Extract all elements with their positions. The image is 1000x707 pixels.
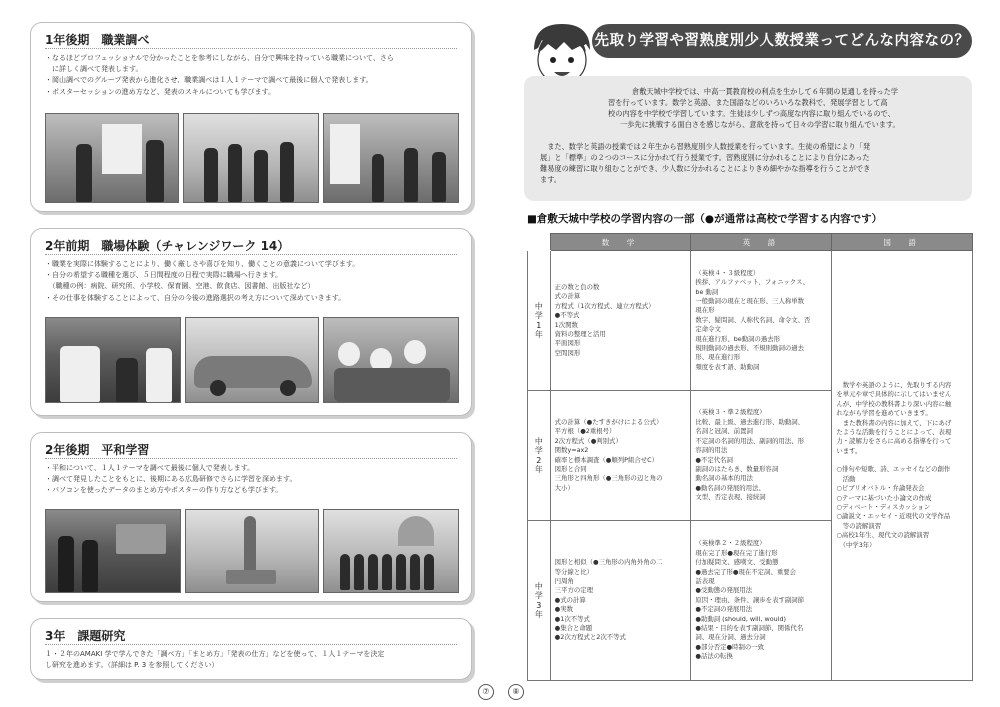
bullet-line: ・岡山調べでのグループ発表から進化させ、職業調べは１人１テーマで調べて最後に個人で発表します。 xyxy=(45,76,373,85)
section-divider xyxy=(45,48,457,49)
intro-line: 難易度の練習に取り組むことができ、少人数に分かれることによりきめ細やかな指導を行うことができ xyxy=(540,164,871,173)
math-cell: 図形と相似（●三角形の内角外角の二 等分線と比） 円周角 三平方の定理 ●式の計算 ●実数 ●1次不等式 ●集合と命題 ●2次方程式と2次不等式 xyxy=(550,521,691,681)
bullet-line: ・ポスターセッションの進め方など、発表のスキルについても学びます。 xyxy=(45,87,275,96)
section-card-peace-study xyxy=(30,432,472,602)
section-title: 3年 課題研究 xyxy=(45,629,126,643)
section-bullets xyxy=(45,463,461,497)
section-card-research-project xyxy=(30,618,472,680)
section-divider xyxy=(45,458,457,459)
photo-workplace-car xyxy=(185,317,319,403)
intro-text-top xyxy=(608,86,964,130)
english-cell: （英検３・準２級程度） 比較、最上級、過去進行形、助動詞、 名詞と冠詞、前置詞 不定詞の名詞的用法、副詞的用法、形 容詞的用法 ●不定代名詞 副詞のはたらき、数量形容詞 動名詞の基本的用法 ●動名詞の発展的用法、 文型、否定表現、接続詞 xyxy=(691,391,832,521)
bullet-line: に詳しく調べて発表します。 xyxy=(45,65,143,74)
intro-line: 展」と「標準」の２つのコースに分かれて行う授業です。習熟度別に分かれることにより自分にあった xyxy=(540,153,870,162)
page-number-right: ⑧ xyxy=(508,684,524,700)
section-bullets xyxy=(45,53,461,98)
bullet-line: ・その仕事を体験することによって、自分の今後の進路選択の考え方について深めていきます。 xyxy=(45,293,346,302)
japanese-cell: 数学や英語のように、先取りする内容 を単元や章で具体的に示してはいません んが、中学校の教科書より深い内容に触 れながら学習を進めていきます。 また教科書の内容に加えて、下にあげ たような活動を行うことによって、表現 力・読解力をさらに高める指導を行って います。 ○俳句や短歌、詩、エッセイなどの創作 活動 ○ビブリオバトル・弁論発表会 ○テーマに基づいた小論文の作成 ○ディベート・ディスカッション ○論説文・エッセイ・近現代の文学作品 等の読解演習 ○高校1年生、現代文の読解演習 （中学3年） xyxy=(832,251,973,681)
intro-line: また、数学と英語の授業では２年生から習熟度別少人数授業を行っています。生徒の希望により「発 xyxy=(540,142,871,151)
bullet-line: １・２年のAMAKI 学で学んできた「調べ方」「まとめ方」「発表の仕方」などを使って、１人１テーマを決定 xyxy=(45,650,385,658)
math-cell: 正の数と負の数 式の計算 方程式（1次方程式、連立方程式） ●不等式 1次関数 資料の整理と活用 平面図形 空間図形 xyxy=(550,251,691,391)
table-header-row xyxy=(528,234,973,251)
english-cell: （英検準２・２級程度） 現在完了形●現在完了進行形 付加疑問文、感嘆文、受動態 ●過去完了形●現在不定詞、重要会 話表現 ●受動態の発展用法 原因・理由、条件、譲歩を表す副詞節 ●不定詞の発展用法 ●助動詞 (should, will, would) ●結果・目的を表す副詞節、関係代名 詞、現在分詞、過去分詞 ●部分否定●時制の一致 ●話法の転換 xyxy=(691,521,832,681)
grade-cell: 中 学 2 年 xyxy=(528,391,551,521)
section-card-workplace-experience xyxy=(30,228,472,416)
bullet-line: ・なるほどプロフェッショナルで分かったことを参考にしながら、自分で興味を持っている職業について、さら xyxy=(45,54,394,62)
bullet-line: （職種の例：病院、研究所、小学校、保育園、空港、飲食店、図書館、出版社など） xyxy=(45,282,315,291)
section-bullets xyxy=(45,649,461,671)
intro-line: 校の内容を中学校で学習しています。生徒は少しずつ高度な内容に取り組んでいるので、 xyxy=(608,109,895,118)
photo-peace-dome-group xyxy=(323,509,459,593)
header-japanese: 国 語 xyxy=(832,234,973,251)
question-banner: 先取り学習や習熟度別少人数授業ってどんな内容なの？ xyxy=(592,24,972,58)
section-title: 2年前期 職場体験（チャレンジワーク 14） xyxy=(45,239,290,253)
page-number-left: ⑦ xyxy=(478,684,494,700)
grade-cell: 中 学 1 年 xyxy=(528,251,551,391)
grade-cell: 中 学 3 年 xyxy=(528,521,551,681)
bullet-line: ・調べて発見したことをもとに、後期にある広島研修でさらに学習を深めます。 xyxy=(45,475,297,484)
photo-poster-session-3 xyxy=(323,113,459,203)
section-divider xyxy=(45,254,457,255)
bullet-line: ・自分の希望する職種を選び、５日間程度の日程で実際に職場へ行きます。 xyxy=(45,271,283,280)
header-math: 数 学 xyxy=(550,234,691,251)
photo-workplace-hospital xyxy=(45,317,181,403)
intro-text-bottom xyxy=(540,141,966,185)
header-blank xyxy=(528,234,551,251)
section-title: 2年後期 平和学習 xyxy=(45,443,150,457)
curriculum-table xyxy=(527,233,973,681)
english-cell: （英検４・３級程度） 挨拶、アルファベット、フォニックス、 be 動詞 一般動詞の現在と現在形、三人称単数 現在形 数字、疑問詞、人称代名詞、命令文、否 定命令文 現在進行形、be動詞の過去形 規則動詞の過去形、不規則動詞の過去 形、現在進行形 頻度を表す語、助動詞 xyxy=(691,251,832,391)
intro-line: ます。 xyxy=(540,175,561,184)
bullet-line: ・職業を実際に体験することにより、働く厳しさや喜びを知り、働くことの意義について学びます。 xyxy=(45,260,360,268)
photo-workplace-nursery xyxy=(323,317,459,403)
photo-peace-monument xyxy=(185,509,319,593)
bullet-line: ・平和について、１人１テーマを調べて最後に個人で発表します。 xyxy=(45,464,255,472)
table-title: ■倉敷天城中学校の学習内容の一部（●が通常は高校で学習する内容です） xyxy=(527,213,883,225)
bullet-line: ・パソコンを使ったデータのまとめ方やポスターの作り方なども学びます。 xyxy=(45,486,283,495)
section-bullets xyxy=(45,259,461,304)
photo-poster-session-1 xyxy=(45,113,179,203)
photo-poster-session-2 xyxy=(183,113,319,203)
intro-line: 一歩先に挑戦する面白さを感じながら、意欲を持って日々の学習に取り組んでいます。 xyxy=(620,120,900,129)
header-english: 英 語 xyxy=(691,234,832,251)
table-row xyxy=(528,251,973,391)
math-cell: 式の計算（●たすきがけによる公式） 平方根（●2重根号） 2次方程式（●判別式） 関数y=ax2 確率と標本調査（●順列P組合せC） 図形と合同 三角形と四角形（●三角形の辺と角の 大小） xyxy=(550,391,691,521)
section-card-career-research xyxy=(30,22,472,212)
intro-line: 習を行っています。数学と英語、また国語などのいろいろな教科で、発展学習として高 xyxy=(608,98,888,107)
section-divider xyxy=(45,644,457,645)
bullet-line: し研究を進めます。（詳細は P. 3 を参照してください） xyxy=(45,661,219,670)
intro-line: 倉敷天城中学校では、中高一貫教育校の利点を生かして６年間の見通しを持った学 xyxy=(632,87,898,96)
section-title: 1年後期 職業調べ xyxy=(45,33,150,47)
photo-peace-museum xyxy=(45,509,181,593)
